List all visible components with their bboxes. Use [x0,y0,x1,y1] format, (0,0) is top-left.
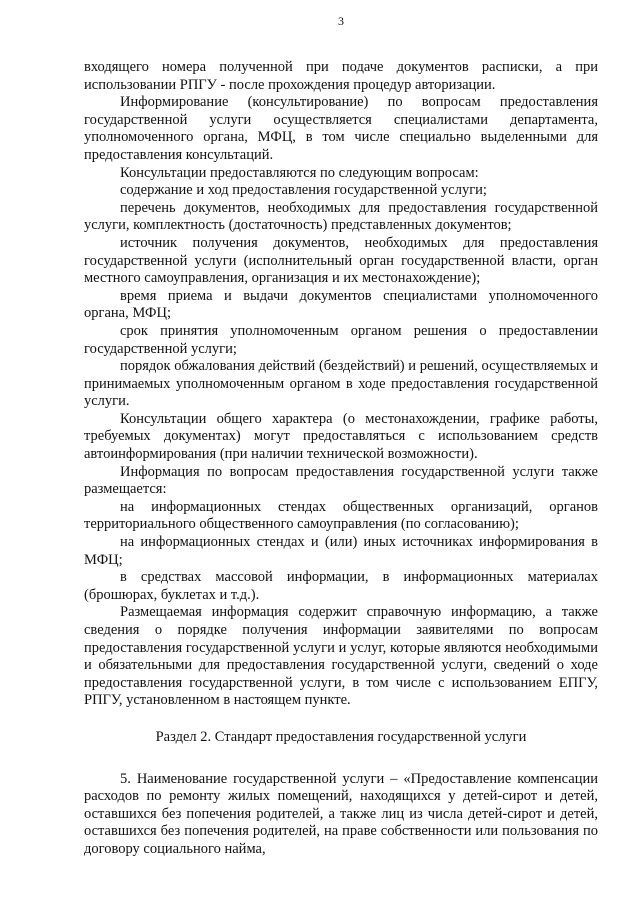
document-body-top [84,59,598,710]
paragraph: Размещаемая информация содержит справочную информацию, а также сведения о порядке получения информации заявителями по вопросам предоставления государственной услуги и услуг, которые являются необходимыми и обязательными для предоставления государственной услуги, сведений о ходе предоставления государственной услуги, в том числе с использованием ЕПГУ, РПГУ, установленном в настоящем пункте. [84,604,598,709]
paragraph: Консультации общего характера (о местонахождении, графике работы, требуемых документах) могут предоставляться с использованием средств автоинформирования (при наличии технической возможности). [84,410,598,463]
paragraph: перечень документов, необходимых для предоставления государственной услуги, комплектность (достаточность) представленных документов; [84,199,598,234]
paragraph: на информационных стендах общественных организаций, органов территориального общественного самоуправления (по согласованию); [84,498,598,533]
paragraph: время приема и выдачи документов специалистами уполномоченного органа, МФЦ; [84,287,598,322]
paragraph: Информирование (консультирование) по вопросам предоставления государственной услуги осуществляется специалистами департамента, уполномоченного органа, МФЦ, в том числе специально выделенными для предоставления консультаций. [84,94,598,163]
paragraph: 5. Наименование государственной услуги – «Предоставление компенсации расходов по ремонту жилых помещений, находящихся у детей-сирот и детей, оставшихся без попечения родителей, а также лиц из числа детей-сирот и детей, оставшихся без попечения родителей, на праве собственности или пользования по договору социального найма, [84,770,598,857]
paragraph: входящего номера полученной при подаче документов расписки, а при использовании РПГУ - после прохождения процедур авторизации. [84,59,598,93]
paragraph: Консультации предоставляются по следующим вопросам: [120,164,479,181]
paragraph: на информационных стендах и (или) иных источниках информирования в МФЦ; [84,534,598,568]
section-heading: Раздел 2. Стандарт предоставления государственной услуги [155,728,527,745]
paragraph: порядок обжалования действий (бездействий) и решений, осуществляемых и принимаемых уполномоченным органом в ходе предоставления государственной услуги. [84,358,598,410]
paragraph: Информация по вопросам предоставления государственной услуги также размещается: [84,463,598,498]
paragraph: источник получения документов, необходимых для предоставления государственной услуги (исполнительный орган государственной власти, орган местного самоуправления, организация и их местонахождение); [84,234,598,287]
page-number: 3 [338,14,344,28]
paragraph: срок принятия уполномоченным органом решения о предоставлении государственной услуги; [84,322,598,357]
document-body-bottom [84,771,598,859]
paragraph: содержание и ход предоставления государственной услуги; [120,182,487,199]
paragraph: в средствах массовой информации, в информационных материалах (брошюрах, буклетах и т.д.). [84,569,598,603]
